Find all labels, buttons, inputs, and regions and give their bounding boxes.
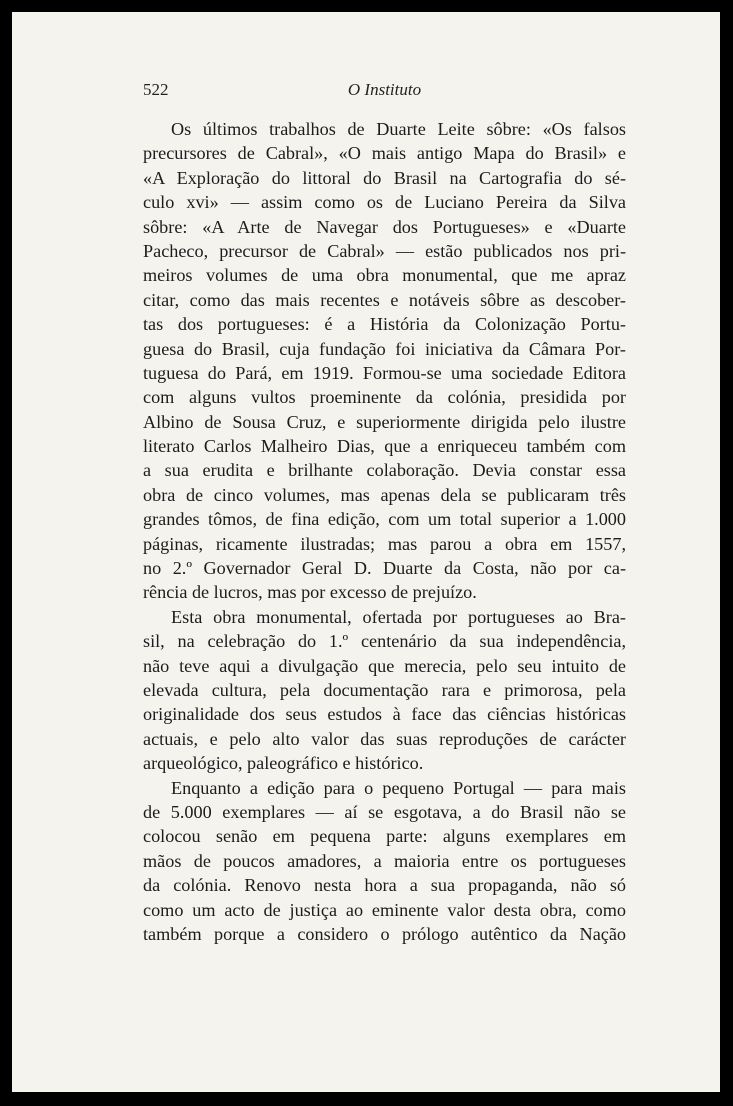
text-line: tas dos portugueses: é a História da Colonização Portu-: [143, 314, 626, 335]
text-line: citar, como das mais recentes e notáveis sôbre as descober-: [143, 289, 626, 310]
text-line: páginas, ricamente ilustradas; mas parou a obra em 1557,: [143, 533, 626, 554]
text-line: sôbre: «A Arte de Navegar dos Portugueses» e «Duarte: [143, 216, 626, 237]
text-line: de 5.000 exemplares — aí se esgotava, a do Brasil não se: [143, 801, 626, 822]
running-title: O Instituto: [347, 80, 422, 99]
text-line: Esta obra monumental, ofertada por portugueses ao Bra-: [171, 606, 626, 627]
text-line: com alguns vultos proeminente da colónia, presidida por: [143, 387, 626, 408]
text-line: como um acto de justiça ao eminente valor desta obra, como: [143, 899, 626, 920]
text-line: meiros volumes de uma obra monumental, que me apraz: [143, 265, 626, 286]
text-line: tuguesa do Pará, em 1919. Formou-se uma sociedade Editora: [143, 362, 626, 383]
text-line: precursores de Cabral», «O mais antigo Mapa do Brasil» e: [143, 143, 626, 164]
text-line: literato Carlos Malheiro Dias, que a enriqueceu também com: [143, 436, 626, 457]
book-page: [12, 12, 720, 1092]
text-line: a sua erudita e brilhante colaboração. Devia constar essa: [143, 460, 626, 481]
text-line: da colónia. Renovo nesta hora a sua propaganda, não só: [143, 875, 626, 896]
text-line: mãos de poucos amadores, a maioria entre os portugueses: [143, 850, 626, 871]
text-line: actuais, e pelo alto valor das suas reproduções de carácter: [143, 728, 626, 749]
text-line: guesa do Brasil, cuja fundação foi iniciativa da Câmara Por-: [143, 338, 626, 359]
text-line: originalidade dos seus estudos à face das ciências históricas: [143, 704, 626, 725]
text-line: culo xvi» — assim como os de Luciano Pereira da Silva: [143, 192, 626, 213]
text-line: não teve aqui a divulgação que merecia, pelo seu intuito de: [143, 655, 626, 676]
text-line: colocou senão em pequena parte: alguns exemplares em: [143, 826, 626, 847]
text-line: «A Exploração do littoral do Brasil na Cartografia do sé-: [143, 167, 626, 188]
text-line: sil, na celebração do 1.º centenário da sua independência,: [143, 631, 626, 652]
body-text: [143, 117, 626, 946]
text-line: Albino de Sousa Cruz, e superiormente dirigida pelo ilustre: [143, 411, 626, 432]
text-line: rência de lucros, mas por excesso de prejuízo.: [143, 582, 477, 603]
text-line: grandes tômos, de fina edição, com um total superior a 1.000: [143, 509, 626, 530]
text-line: obra de cinco volumes, mas apenas dela se publicaram três: [143, 484, 626, 505]
page-header: [143, 80, 626, 104]
text-line: também porque a considero o prólogo autêntico da Nação: [143, 923, 626, 944]
text-line: Os últimos trabalhos de Duarte Leite sôbre: «Os falsos: [171, 119, 626, 139]
text-line: elevada cultura, pela documentação rara e primorosa, pela: [143, 679, 626, 700]
text-line: arqueológico, paleográfico e histórico.: [143, 753, 424, 774]
text-line: no 2.º Governador Geral D. Duarte da Costa, não por ca-: [143, 558, 626, 579]
text-line: Pacheco, precursor de Cabral» — estão publicados nos pri-: [143, 240, 626, 261]
text-line: Enquanto a edição para o pequeno Portugal — para mais: [171, 777, 626, 798]
page-number: 522: [143, 80, 169, 99]
